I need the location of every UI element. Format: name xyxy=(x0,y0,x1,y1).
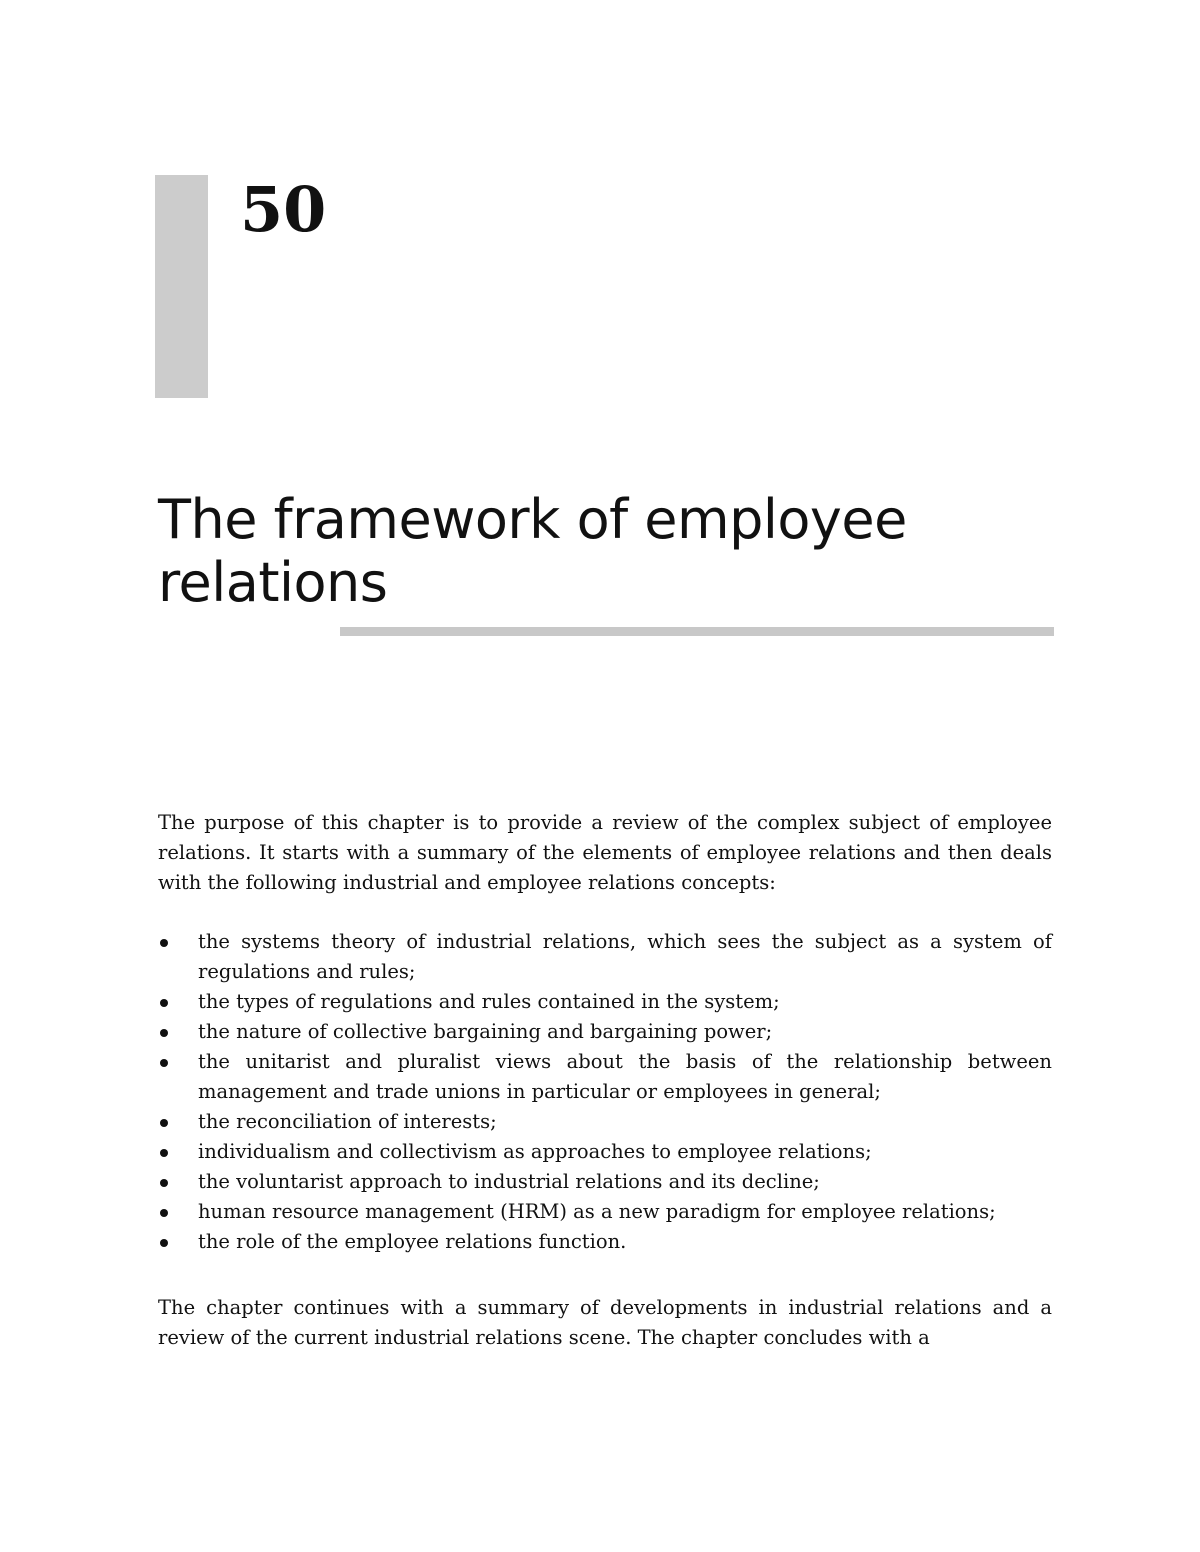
closing-paragraph: The chapter continues with a summary of developments in industrial relations and a review of the current industrial relations scene. The chapter concludes with a xyxy=(158,1296,1052,1349)
bullet-icon xyxy=(160,1059,168,1067)
list-item xyxy=(158,1197,1052,1227)
chapter-title: The framework of employee relations xyxy=(158,488,907,614)
concepts-list xyxy=(158,927,1052,1257)
bullet-icon xyxy=(160,1119,168,1127)
list-item-text: the types of regulations and rules contained in the system; xyxy=(198,990,780,1013)
list-item-text: the reconciliation of interests; xyxy=(198,1110,497,1133)
list-item-text: the systems theory of industrial relations, which sees the subject as a system of regulations and rules; xyxy=(198,930,1052,983)
list-item-text: the role of the employee relations function. xyxy=(198,1230,627,1253)
list-item xyxy=(158,1047,1052,1107)
list-item-text: the voluntarist approach to industrial relations and its decline; xyxy=(198,1170,820,1193)
list-item xyxy=(158,1107,1052,1137)
bullet-icon xyxy=(160,1239,168,1247)
list-item-text: the unitarist and pluralist views about the basis of the relationship between management and trade unions in particular or employees in general; xyxy=(198,1050,1052,1103)
list-item xyxy=(158,927,1052,987)
bullet-icon xyxy=(160,1149,168,1157)
list-item xyxy=(158,1227,1052,1257)
chapter-accent-bar xyxy=(155,175,208,398)
list-item xyxy=(158,1017,1052,1047)
chapter-number: 50 xyxy=(240,173,327,246)
bullet-icon xyxy=(160,1209,168,1217)
list-item xyxy=(158,1137,1052,1167)
intro-paragraph: The purpose of this chapter is to provide a review of the complex subject of employee relations. It starts with a summary of the elements of employee relations and then deals with the following industrial and employee relations concepts: xyxy=(158,811,1052,894)
list-item-text: individualism and collectivism as approaches to employee relations; xyxy=(198,1140,872,1163)
list-item-text: the nature of collective bargaining and bargaining power; xyxy=(198,1020,773,1043)
bullet-icon xyxy=(160,1179,168,1187)
list-item-text: human resource management (HRM) as a new paradigm for employee relations; xyxy=(198,1200,996,1223)
list-item xyxy=(158,1167,1052,1197)
bullet-icon xyxy=(160,999,168,1007)
list-item xyxy=(158,987,1052,1017)
bullet-icon xyxy=(160,1029,168,1037)
bullet-icon xyxy=(160,939,168,947)
title-underline-rule xyxy=(340,627,1054,636)
